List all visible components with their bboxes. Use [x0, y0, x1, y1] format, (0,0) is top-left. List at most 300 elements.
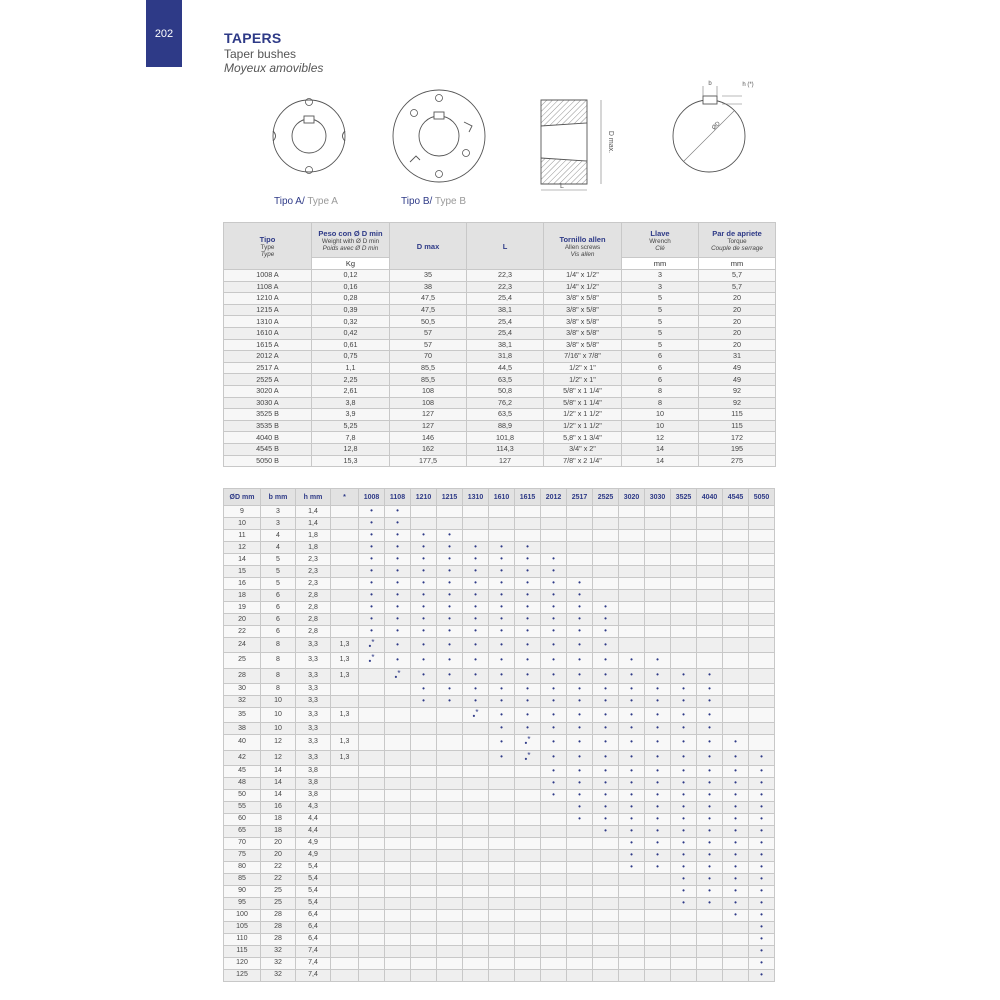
compat-mark-cell: [697, 969, 723, 981]
compat-mark-cell: [359, 813, 385, 825]
compat-mark-cell: [541, 909, 567, 921]
compat-mark-cell: [515, 707, 541, 722]
spec-cell: 1/2" x 1 1/2": [544, 409, 622, 421]
compat-mark-cell: [593, 707, 619, 722]
compat-dot: •: [604, 789, 607, 799]
compat-dot: •: [552, 765, 555, 775]
compat-mark-cell: [437, 765, 463, 777]
compat-dot: •: [760, 801, 763, 811]
compat-dot: •: [500, 723, 503, 733]
compat-dot: •: [578, 654, 581, 664]
compat-mark-cell: [697, 933, 723, 945]
compat-mark-cell: [697, 735, 723, 750]
compat-mark-cell: [385, 921, 411, 933]
compat-dot: •: [656, 789, 659, 799]
compat-table-row: [224, 909, 775, 921]
compat-dot: •: [578, 639, 581, 649]
compat-mark-cell: [515, 861, 541, 873]
page-number-tab: [146, 0, 182, 67]
compat-dim-cell: 7,4: [296, 969, 331, 981]
compat-mark-cell: [671, 707, 697, 722]
spec-unit-cell: mm: [699, 258, 776, 270]
compat-dot: •: [526, 723, 529, 733]
compat-mark-cell: [411, 542, 437, 554]
compat-mark-cell: [619, 777, 645, 789]
compat-dot: •: [604, 670, 607, 680]
compat-dot: •: [422, 654, 425, 664]
compat-mark-cell: [567, 578, 593, 590]
compat-header-cell: 1215: [437, 489, 463, 506]
compat-mark-cell: [515, 849, 541, 861]
compat-mark-cell: [723, 909, 749, 921]
compat-mark-cell: [541, 969, 567, 981]
compat-mark-cell: [619, 554, 645, 566]
compat-dot: •: [474, 626, 477, 635]
compat-dim-cell: [331, 530, 359, 542]
compat-table-row: [224, 695, 775, 707]
compat-header-cell: 4040: [697, 489, 723, 506]
page-title: TAPERS: [224, 30, 282, 46]
compat-mark-cell: [541, 789, 567, 801]
compat-mark-cell: [671, 542, 697, 554]
compat-dim-cell: 18: [261, 825, 296, 837]
compat-dim-cell: 6: [261, 614, 296, 626]
compat-dim-cell: 3,8: [296, 789, 331, 801]
compat-table-row: [224, 921, 775, 933]
compat-mark-cell: [411, 873, 437, 885]
spec-cell: 1108 A: [224, 281, 312, 293]
compat-dot: •: [422, 695, 425, 705]
compat-mark-cell: [619, 614, 645, 626]
compat-mark-cell: [749, 777, 775, 789]
compat-dot: •: [448, 602, 451, 611]
compat-mark-cell: [593, 957, 619, 969]
compat-mark-cell: [489, 825, 515, 837]
compat-dot: •: [474, 695, 477, 705]
spec-cell: 20: [699, 293, 776, 305]
compat-dot: •: [500, 626, 503, 635]
compat-mark-cell: [385, 765, 411, 777]
compat-dot: •: [708, 813, 711, 823]
compat-mark-cell: [359, 921, 385, 933]
compat-dim-cell: 20: [261, 849, 296, 861]
compat-mark-cell: [567, 750, 593, 765]
compat-mark-cell: [541, 695, 567, 707]
compat-dim-cell: 4,9: [296, 837, 331, 849]
compat-dim-cell: [331, 801, 359, 813]
compat-dot: •: [422, 626, 425, 635]
compat-dot: •: [552, 736, 555, 746]
compat-table-row: [224, 813, 775, 825]
compat-dot: •: [474, 542, 477, 551]
compat-dot: •: [422, 590, 425, 599]
compat-dot: •: [500, 654, 503, 664]
compat-mark-cell: [749, 653, 775, 668]
spec-header-sub-en: Allen screws: [564, 243, 601, 251]
compat-mark-cell: [671, 933, 697, 945]
compat-dot: •: [682, 709, 685, 719]
compat-dim-cell: [331, 518, 359, 530]
d-max-label: D max.: [607, 130, 614, 154]
compat-mark-cell: [359, 750, 385, 765]
compat-mark-cell: [385, 554, 411, 566]
compat-mark-cell: [723, 945, 749, 957]
compat-dim-cell: 18: [261, 813, 296, 825]
compat-dot: •: [682, 765, 685, 775]
compat-dot: •: [656, 752, 659, 762]
compat-dot: •: [396, 542, 399, 551]
compat-mark-cell: [567, 789, 593, 801]
compat-mark-cell: [749, 723, 775, 735]
compat-mark-cell: [671, 638, 697, 653]
compat-mark-cell: [489, 849, 515, 861]
compat-dot: •: [656, 683, 659, 693]
compat-mark-cell: [437, 825, 463, 837]
compat-mark-cell: [723, 683, 749, 695]
compat-mark-cell: [619, 602, 645, 614]
technical-drawings: [224, 78, 776, 218]
compat-mark-cell: [463, 578, 489, 590]
compat-mark-cell: [567, 566, 593, 578]
compat-mark-cell: [385, 542, 411, 554]
compat-mark-cell: [359, 653, 385, 668]
compat-mark-cell: [463, 957, 489, 969]
compat-mark-cell: [749, 849, 775, 861]
compat-dot: •: [682, 801, 685, 811]
compat-mark-cell: [697, 789, 723, 801]
compat-mark-cell: [489, 909, 515, 921]
compat-dot: •: [682, 885, 685, 895]
compat-mark-cell: [723, 668, 749, 683]
compat-dim-cell: 3,3: [296, 750, 331, 765]
compat-dot: •: [734, 897, 737, 907]
compat-dot: •: [630, 849, 633, 859]
compat-mark-cell: [489, 735, 515, 750]
compat-dim-cell: 4,9: [296, 849, 331, 861]
compat-table-row: [224, 837, 775, 849]
compat-dim-cell: [331, 945, 359, 957]
compat-mark-cell: [359, 885, 385, 897]
compat-dot: •: [526, 542, 529, 551]
compat-dim-cell: [331, 849, 359, 861]
compat-mark-cell: [645, 653, 671, 668]
compat-mark-cell: [359, 873, 385, 885]
compat-dot: •: [474, 670, 477, 680]
compat-table-row: [224, 638, 775, 653]
compat-mark-cell: [593, 837, 619, 849]
spec-header-main: Llave: [650, 228, 670, 238]
compat-dot: •: [760, 825, 763, 835]
spec-cell: 50,5: [390, 316, 467, 328]
compat-dot: •: [370, 566, 373, 575]
compat-mark-cell: [697, 897, 723, 909]
compat-mark-cell: [645, 614, 671, 626]
compat-dim-cell: 32: [224, 695, 261, 707]
compat-mark-cell: [437, 750, 463, 765]
compat-dim-cell: 40: [224, 735, 261, 750]
compat-dot: •: [448, 683, 451, 693]
type-b-caption: [401, 196, 466, 207]
compat-dim-cell: 8: [261, 653, 296, 668]
compat-mark-cell: [671, 695, 697, 707]
compat-dot: •: [656, 765, 659, 775]
compat-dot: •: [708, 789, 711, 799]
compat-dot: •: [708, 861, 711, 871]
compat-dot: •: [760, 813, 763, 823]
compat-mark-cell: [645, 813, 671, 825]
compat-mark-cell: [515, 626, 541, 638]
compat-mark-cell: [463, 921, 489, 933]
compat-mark-cell: [593, 518, 619, 530]
compat-mark-cell: [671, 957, 697, 969]
spec-header-main: Par de apriete: [712, 228, 762, 238]
compat-dot: •: [500, 614, 503, 623]
compat-dot: •: [552, 752, 555, 762]
compat-table-row: [224, 653, 775, 668]
compat-dot: •: [734, 909, 737, 919]
spec-header-cell: [467, 223, 544, 270]
spec-header-main: Tornillo allen: [559, 234, 606, 244]
spec-cell: 85,5: [390, 362, 467, 374]
compat-dim-cell: 1,3: [331, 735, 359, 750]
compat-mark-cell: [541, 723, 567, 735]
compat-mark-cell: [593, 825, 619, 837]
spec-table-row: [224, 281, 776, 293]
compat-mark-cell: [463, 933, 489, 945]
compat-mark-cell: [671, 750, 697, 765]
compat-mark-cell: [385, 653, 411, 668]
spec-cell: 101,8: [467, 432, 544, 444]
compat-dim-cell: 15: [224, 566, 261, 578]
compat-mark-cell: [515, 566, 541, 578]
compat-dot: •: [630, 825, 633, 835]
compat-header-cell: 1210: [411, 489, 437, 506]
spec-cell: 6: [622, 374, 699, 386]
spec-cell: 1/2" x 1": [544, 362, 622, 374]
compat-mark-cell: [593, 969, 619, 981]
compat-dot: •: [552, 723, 555, 733]
compat-mark-cell: [411, 626, 437, 638]
compat-dim-cell: 12: [261, 750, 296, 765]
compat-mark-cell: [359, 614, 385, 626]
compat-dot: •: [734, 736, 737, 746]
compat-dot: •: [578, 801, 581, 811]
compat-mark-cell: [385, 945, 411, 957]
compat-dot: •: [500, 578, 503, 587]
compat-dot: •: [734, 801, 737, 811]
spec-cell: 92: [699, 385, 776, 397]
compat-mark-cell: [541, 683, 567, 695]
compat-dot: •: [708, 837, 711, 847]
compat-dot: •: [500, 709, 503, 719]
compat-mark-cell: [437, 638, 463, 653]
compat-table-row: [224, 614, 775, 626]
spec-table-row: [224, 409, 776, 421]
compat-dot: •: [370, 614, 373, 623]
compat-dot: •: [526, 670, 529, 680]
spec-cell: 7/16" x 7/8": [544, 351, 622, 363]
compat-dim-cell: 2,8: [296, 614, 331, 626]
compat-dot: •: [500, 736, 503, 746]
spec-cell: 63,5: [467, 374, 544, 386]
compat-mark-cell: [437, 626, 463, 638]
compat-mark-cell: [723, 837, 749, 849]
compat-mark-cell: [723, 849, 749, 861]
compat-mark-cell: [645, 957, 671, 969]
compat-mark-cell: [411, 735, 437, 750]
spec-cell: 2012 A: [224, 351, 312, 363]
compat-dot: •: [578, 709, 581, 719]
spec-cell: 8: [622, 397, 699, 409]
compat-mark-cell: [411, 518, 437, 530]
compat-dot: •: [734, 885, 737, 895]
compat-mark-cell: [749, 590, 775, 602]
compat-mark-cell: [567, 801, 593, 813]
compat-dim-cell: 5: [261, 566, 296, 578]
compat-mark-cell: [619, 813, 645, 825]
compat-mark-cell: [489, 506, 515, 518]
compat-dim-cell: 28: [224, 668, 261, 683]
compat-mark-cell: [385, 506, 411, 518]
compat-dim-cell: 6: [261, 602, 296, 614]
compat-dim-cell: [331, 602, 359, 614]
compat-dot: •: [526, 709, 529, 719]
compat-dot: •: [630, 670, 633, 680]
compat-mark-cell: [437, 602, 463, 614]
compat-mark-cell: [437, 683, 463, 695]
compat-mark-cell: [385, 668, 411, 683]
compat-mark-cell: [619, 897, 645, 909]
compat-dot: •: [656, 801, 659, 811]
compat-mark-cell: [645, 849, 671, 861]
compat-dot: •: [734, 861, 737, 871]
compat-mark-cell: [463, 897, 489, 909]
spec-cell: 25,4: [467, 316, 544, 328]
compat-dim-cell: 14: [224, 554, 261, 566]
compat-dot: •: [682, 861, 685, 871]
compat-dim-cell: 10: [261, 723, 296, 735]
shaft-key-drawing: [664, 78, 774, 196]
compat-mark-cell: [697, 506, 723, 518]
compat-mark-cell: [359, 789, 385, 801]
compat-asterisk: *: [527, 735, 531, 745]
compat-dot: •: [448, 626, 451, 635]
compat-mark-cell: [437, 873, 463, 885]
compat-mark-cell: [645, 695, 671, 707]
compat-dot: •: [370, 590, 373, 599]
spec-header-sub-fr: Poids avec Ø D min: [322, 244, 379, 252]
compat-mark-cell: [697, 909, 723, 921]
compat-dot: •: [604, 825, 607, 835]
compat-dim-cell: 95: [224, 897, 261, 909]
compat-mark-cell: [723, 518, 749, 530]
compat-mark-cell: [645, 969, 671, 981]
compat-dot: •: [578, 695, 581, 705]
compat-mark-cell: [463, 566, 489, 578]
compat-mark-cell: [437, 897, 463, 909]
compat-mark-cell: [541, 837, 567, 849]
compat-mark-cell: [593, 695, 619, 707]
compat-mark-cell: [489, 837, 515, 849]
compat-mark-cell: [463, 801, 489, 813]
compat-mark-cell: [645, 735, 671, 750]
compat-mark-cell: [645, 825, 671, 837]
compat-dim-cell: 11: [224, 530, 261, 542]
compat-dot: •: [500, 554, 503, 563]
compat-mark-cell: [385, 590, 411, 602]
compat-dim-cell: 115: [224, 945, 261, 957]
compat-dot: •: [370, 554, 373, 563]
compat-mark-cell: [463, 825, 489, 837]
compat-dot: •: [760, 897, 763, 907]
compat-mark-cell: [385, 837, 411, 849]
spec-cell: 22,3: [467, 270, 544, 282]
compat-mark-cell: [671, 885, 697, 897]
compat-dot: •: [396, 590, 399, 599]
compat-dot: •: [760, 765, 763, 775]
spec-cell: 5,7: [699, 281, 776, 293]
compat-mark-cell: [567, 765, 593, 777]
compat-table-row: [224, 885, 775, 897]
compat-dim-cell: 3: [261, 518, 296, 530]
compat-dot: •: [630, 683, 633, 693]
compat-mark-cell: [515, 909, 541, 921]
compat-mark-cell: [463, 837, 489, 849]
compat-mark-cell: [541, 590, 567, 602]
spec-cell: 57: [390, 339, 467, 351]
spec-cell: 92: [699, 397, 776, 409]
compat-mark-cell: [567, 885, 593, 897]
type-a-alt-label: Type A: [307, 196, 338, 207]
compat-mark-cell: [411, 638, 437, 653]
compat-dot: •: [552, 695, 555, 705]
page-subtitle-en: Taper bushes: [224, 47, 297, 61]
compat-dim-cell: 80: [224, 861, 261, 873]
compat-mark-cell: [619, 542, 645, 554]
compat-mark-cell: [593, 813, 619, 825]
compat-mark-cell: [463, 614, 489, 626]
compat-mark-cell: [749, 542, 775, 554]
compat-mark-cell: [463, 945, 489, 957]
compat-mark-cell: [463, 750, 489, 765]
compat-mark-cell: [671, 921, 697, 933]
compat-mark-cell: [593, 566, 619, 578]
compat-dot: •: [578, 765, 581, 775]
compat-dot: •: [370, 602, 373, 611]
compat-mark-cell: [567, 590, 593, 602]
compat-mark-cell: [723, 861, 749, 873]
compat-mark-cell: [567, 638, 593, 653]
spec-cell: 14: [622, 455, 699, 467]
spec-header-main: Peso con Ø D min: [318, 228, 383, 238]
compat-dot: •: [396, 626, 399, 635]
compat-dot: •: [604, 777, 607, 787]
compat-mark-cell: [593, 578, 619, 590]
compat-mark-cell: [515, 765, 541, 777]
spec-cell: 76,2: [467, 397, 544, 409]
compat-mark-cell: [619, 921, 645, 933]
compat-mark-cell: [671, 668, 697, 683]
compat-dot: •: [578, 670, 581, 680]
compat-mark-cell: [359, 723, 385, 735]
compat-mark-cell: [437, 813, 463, 825]
compat-mark-cell: [671, 849, 697, 861]
compat-mark-cell: [697, 921, 723, 933]
compat-dim-cell: 4,4: [296, 813, 331, 825]
compat-dot: •: [396, 578, 399, 587]
compat-mark-cell: [619, 750, 645, 765]
compat-mark-cell: [515, 897, 541, 909]
